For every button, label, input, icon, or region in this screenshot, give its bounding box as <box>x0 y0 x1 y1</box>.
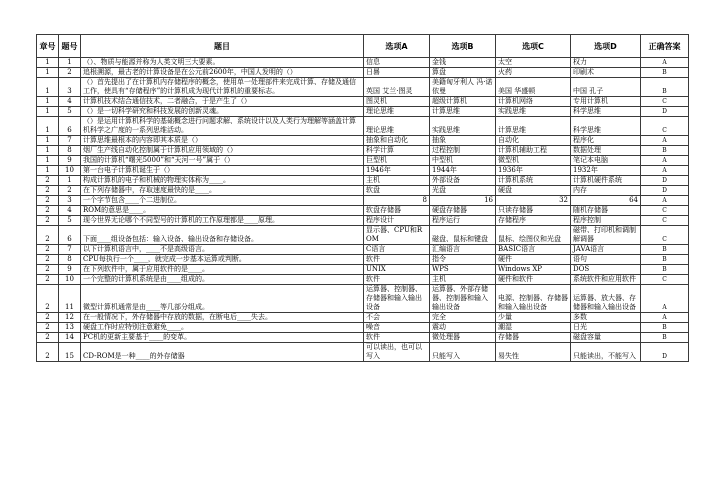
option-c-cell: 微型机 <box>496 156 571 166</box>
option-c-cell: 少量 <box>496 313 571 323</box>
table-row <box>37 136 689 146</box>
option-b-cell: 16 <box>430 196 496 206</box>
option-d-cell: JAVA语言 <box>571 245 641 255</box>
option-a-cell: 科学计算 <box>364 146 430 156</box>
question-cell: CPU每执行一个____，就完成一步基本运算或判断。 <box>81 255 364 265</box>
option-c-cell: BASIC语言 <box>496 245 571 255</box>
option-c-cell: 计算机网络 <box>496 97 571 107</box>
number-cell: 15 <box>59 343 81 362</box>
header-option-d: 选项D <box>571 35 641 58</box>
chapter-cell: 1 <box>37 58 59 68</box>
number-cell: 3 <box>59 78 81 97</box>
number-cell: 4 <box>59 206 81 216</box>
question-cell: CD-ROM是一种____的外存储器 <box>81 343 364 362</box>
option-a-cell: 1946年 <box>364 166 430 176</box>
chapter-cell: 1 <box>37 97 59 107</box>
option-a-cell: 软盘 <box>364 186 430 196</box>
question-cell: 硬盘工作时应特别注意避免____。 <box>81 323 364 333</box>
option-d-cell: 权力 <box>571 58 641 68</box>
option-d-cell: 64 <box>571 196 641 206</box>
table-row <box>37 313 689 323</box>
number-cell: 3 <box>59 196 81 206</box>
answer-cell: C <box>641 275 689 285</box>
answer-cell: A <box>641 285 689 313</box>
answer-cell: D <box>641 186 689 196</box>
answer-cell: A <box>641 166 689 176</box>
header-number: 题号 <box>59 35 81 58</box>
number-cell: 13 <box>59 323 81 333</box>
header-answer: 正确答案 <box>641 35 689 58</box>
chapter-cell: 1 <box>37 166 59 176</box>
table-row <box>37 226 689 245</box>
number-cell: 7 <box>59 136 81 146</box>
option-a-cell: 软盘存储器 <box>364 206 430 216</box>
chapter-cell: 2 <box>37 196 59 206</box>
table-row <box>37 156 689 166</box>
option-b-cell: 过程控制 <box>430 146 496 156</box>
chapter-cell: 2 <box>37 176 59 186</box>
number-cell: 5 <box>59 216 81 226</box>
number-cell: 4 <box>59 97 81 107</box>
table-row <box>37 285 689 313</box>
option-b-cell: 程序运行 <box>430 216 496 226</box>
option-c-cell: 太空 <box>496 58 571 68</box>
option-c-cell: 美国 华盛顿 <box>496 78 571 97</box>
number-cell: 11 <box>59 285 81 313</box>
header-option-a: 选项A <box>364 35 430 58</box>
question-cell: 下面____组设备包括：输入设备、输出设备和存储设备。 <box>81 226 364 245</box>
option-a-cell: 信息 <box>364 58 430 68</box>
question-cell: （）是一切科学研究和科技发展的创新灵魂。 <box>81 107 364 117</box>
question-cell: 构成计算机的电子和机械的物理实体称为____。 <box>81 176 364 186</box>
option-a-cell: 运算器、控制器、存储器和输入输出设备 <box>364 285 430 313</box>
option-b-cell: 微处理器 <box>430 333 496 343</box>
option-a-cell: 日晷 <box>364 68 430 78</box>
table-row <box>37 206 689 216</box>
question-cell: 一个字节包含____个二进制位。 <box>81 196 364 206</box>
option-d-cell: 计算机硬件系统 <box>571 176 641 186</box>
answer-cell: C <box>641 97 689 107</box>
option-b-cell: 只能写入 <box>430 343 496 362</box>
number-cell: 12 <box>59 313 81 323</box>
table-row <box>37 58 689 68</box>
option-d-cell: 数据处理 <box>571 146 641 156</box>
chapter-cell: 2 <box>37 323 59 333</box>
option-a-cell: 不会 <box>364 313 430 323</box>
chapter-cell: 2 <box>37 226 59 245</box>
chapter-cell: 1 <box>37 78 59 97</box>
table-row <box>37 107 689 117</box>
option-d-cell: 只能读出，不能写入 <box>571 343 641 362</box>
option-a-cell: 可以读出，也可以写入 <box>364 343 430 362</box>
answer-cell: C <box>641 226 689 245</box>
option-a-cell: 8 <box>364 196 430 206</box>
answer-cell: B <box>641 245 689 255</box>
option-a-cell: 英国 艾兰·图灵 <box>364 78 430 97</box>
option-d-cell: 程序化 <box>571 136 641 146</box>
question-cell: 微型计算机通常是由____等几部分组成。 <box>81 285 364 313</box>
option-c-cell: 电源、控制器、存储器和输入输出设备 <box>496 285 571 313</box>
option-b-cell: 运算器、外部存储器、控制器和输入输出设备 <box>430 285 496 313</box>
table-row <box>37 333 689 343</box>
option-d-cell: 专用计算机 <box>571 97 641 107</box>
option-c-cell: 实践思维 <box>496 107 571 117</box>
option-b-cell: 实践思维 <box>430 117 496 136</box>
option-c-cell: 硬件和软件 <box>496 275 571 285</box>
option-c-cell: 计算机辅助工程 <box>496 146 571 156</box>
option-a-cell: 抽象和自动化 <box>364 136 430 146</box>
number-cell: 10 <box>59 166 81 176</box>
option-c-cell: 火药 <box>496 68 571 78</box>
question-cell: 第一台电子计算机诞生于（） <box>81 166 364 176</box>
chapter-cell: 2 <box>37 206 59 216</box>
answer-cell: B <box>641 146 689 156</box>
option-b-cell: 光盘 <box>430 186 496 196</box>
option-c-cell: 32 <box>496 196 571 206</box>
table-row <box>37 146 689 156</box>
option-b-cell: 硬盘存储器 <box>430 206 496 216</box>
option-c-cell: 鼠标、绘图仪和光盘 <box>496 226 571 245</box>
question-cell: PC机的更新主要基于____的变革。 <box>81 333 364 343</box>
question-cell: 现今世界无论哪个不同型号的计算机的工作原理都是____原理。 <box>81 216 364 226</box>
option-a-cell: C语言 <box>364 245 430 255</box>
option-d-cell: 笔记本电脑 <box>571 156 641 166</box>
option-b-cell: 抽象 <box>430 136 496 146</box>
header-question: 题目 <box>81 35 364 58</box>
option-b-cell: 震动 <box>430 323 496 333</box>
table-row <box>37 245 689 255</box>
number-cell: 10 <box>59 275 81 285</box>
answer-cell: B <box>641 78 689 97</box>
number-cell: 8 <box>59 255 81 265</box>
option-b-cell: 1944年 <box>430 166 496 176</box>
header-option-c: 选项C <box>496 35 571 58</box>
answer-cell: A <box>641 196 689 206</box>
answer-cell: C <box>641 206 689 216</box>
question-cell: 我国的计算机“曙光5000”和“天河一号”属于（） <box>81 156 364 166</box>
option-c-cell: 存储器 <box>496 333 571 343</box>
option-d-cell: DOS <box>571 265 641 275</box>
option-d-cell: 中国 孔子 <box>571 78 641 97</box>
option-a-cell: 噪音 <box>364 323 430 333</box>
option-d-cell: 科学思维 <box>571 117 641 136</box>
option-c-cell: 硬盘 <box>496 186 571 196</box>
number-cell: 8 <box>59 146 81 156</box>
question-cell: 在下列存储器中，存取速度最快的是____。 <box>81 186 364 196</box>
chapter-cell: 2 <box>37 333 59 343</box>
number-cell: 1 <box>59 176 81 186</box>
chapter-cell: 1 <box>37 107 59 117</box>
option-b-cell: 超级计算机 <box>430 97 496 107</box>
chapter-cell: 2 <box>37 245 59 255</box>
option-b-cell: 美籍匈牙利人 冯·诺依曼 <box>430 78 496 97</box>
option-d-cell: 程序控制 <box>571 216 641 226</box>
option-c-cell: 计算机系统 <box>496 176 571 186</box>
option-c-cell: 潮湿 <box>496 323 571 333</box>
answer-cell: C <box>641 216 689 226</box>
question-table <box>36 34 689 362</box>
number-cell: 6 <box>59 117 81 136</box>
number-cell: 9 <box>59 265 81 275</box>
option-d-cell: 磁盘容量 <box>571 333 641 343</box>
option-d-cell: 运算器、放大器、存储器和输入输出设备 <box>571 285 641 313</box>
option-d-cell: 系统软件和应用软件 <box>571 275 641 285</box>
table-row <box>37 166 689 176</box>
option-c-cell: 计算思维 <box>496 117 571 136</box>
chapter-cell: 2 <box>37 275 59 285</box>
option-a-cell: UNIX <box>364 265 430 275</box>
question-cell: ROM的意思是____。 <box>81 206 364 216</box>
header-chapter: 章号 <box>37 35 59 58</box>
chapter-cell: 2 <box>37 343 59 362</box>
question-cell: 在一般情况下，外存储器中存放的数据，在断电后____失去。 <box>81 313 364 323</box>
table-row <box>37 323 689 333</box>
table-row <box>37 216 689 226</box>
number-cell: 6 <box>59 226 81 245</box>
chapter-cell: 1 <box>37 117 59 136</box>
number-cell: 14 <box>59 333 81 343</box>
table-row <box>37 97 689 107</box>
question-cell: 计算机技术结合通信技术，二者融合，于是产生了（） <box>81 97 364 107</box>
option-b-cell: 金钱 <box>430 58 496 68</box>
chapter-cell: 2 <box>37 186 59 196</box>
number-cell: 2 <box>59 186 81 196</box>
chapter-cell: 2 <box>37 265 59 275</box>
option-b-cell: 外部设备 <box>430 176 496 186</box>
question-cell: 烟厂生产线自动化控制属于计算机应用领域的（） <box>81 146 364 156</box>
option-b-cell: 指令 <box>430 255 496 265</box>
question-cell: 计算思维最根本的内容即其本质是（） <box>81 136 364 146</box>
option-b-cell: 计算思维 <box>430 107 496 117</box>
option-a-cell: 软件 <box>364 333 430 343</box>
chapter-cell: 1 <box>37 156 59 166</box>
answer-cell: A <box>641 136 689 146</box>
table-row <box>37 186 689 196</box>
question-cell: （）首先提出了在计算机内存储程序的概念，使用单一处理部件来完成计算、存储及通信工作，使具有“存储程序”的计算机成为现代计算机的重要标志。 <box>81 78 364 97</box>
option-d-cell: 1932年 <box>571 166 641 176</box>
chapter-cell: 2 <box>37 285 59 313</box>
chapter-cell: 2 <box>37 216 59 226</box>
question-cell: 一个完整的计算机系统是由____组成的。 <box>81 275 364 285</box>
answer-cell: D <box>641 107 689 117</box>
number-cell: 2 <box>59 68 81 78</box>
chapter-cell: 1 <box>37 146 59 156</box>
option-a-cell: 主机 <box>364 176 430 186</box>
table-row <box>37 275 689 285</box>
option-d-cell: 内存 <box>571 186 641 196</box>
option-c-cell: 只读存储器 <box>496 206 571 216</box>
table-row <box>37 78 689 97</box>
option-b-cell: 完全 <box>430 313 496 323</box>
option-b-cell: 中型机 <box>430 156 496 166</box>
option-c-cell: 自动化 <box>496 136 571 146</box>
table-row <box>37 196 689 206</box>
number-cell: 1 <box>59 58 81 68</box>
option-b-cell: 磁盘、鼠标和键盘 <box>430 226 496 245</box>
option-d-cell: 印刷术 <box>571 68 641 78</box>
option-c-cell: 1936年 <box>496 166 571 176</box>
option-a-cell: 理论思维 <box>364 117 430 136</box>
number-cell: 9 <box>59 156 81 166</box>
answer-cell: D <box>641 343 689 362</box>
table-row <box>37 176 689 186</box>
option-b-cell: 主机 <box>430 275 496 285</box>
chapter-cell: 2 <box>37 313 59 323</box>
option-d-cell: 日光 <box>571 323 641 333</box>
option-c-cell: 存储程序 <box>496 216 571 226</box>
option-d-cell: 科学思维 <box>571 107 641 117</box>
chapter-cell: 2 <box>37 255 59 265</box>
option-a-cell: 巨型机 <box>364 156 430 166</box>
option-a-cell: 图灵机 <box>364 97 430 107</box>
option-c-cell: 易失性 <box>496 343 571 362</box>
table-row <box>37 68 689 78</box>
table-row <box>37 255 689 265</box>
question-cell: （）、物质与能源并称为人类文明三大要素。 <box>81 58 364 68</box>
chapter-cell: 1 <box>37 68 59 78</box>
question-cell: 在下列软件中，属于应用软件的是____。 <box>81 265 364 275</box>
option-c-cell: Windows XP <box>496 265 571 275</box>
option-b-cell: 汇编语言 <box>430 245 496 255</box>
answer-cell: D <box>641 176 689 186</box>
answer-cell: A <box>641 313 689 323</box>
option-a-cell: 软件 <box>364 275 430 285</box>
chapter-cell: 1 <box>37 136 59 146</box>
number-cell: 7 <box>59 245 81 255</box>
option-d-cell: 语句 <box>571 255 641 265</box>
option-d-cell: 多数 <box>571 313 641 323</box>
option-a-cell: 软件 <box>364 255 430 265</box>
answer-cell: B <box>641 255 689 265</box>
option-d-cell: 磁带、打印机和调制解调器 <box>571 226 641 245</box>
question-cell: 追根溯源，最古老的计算设备是在公元前2600年，中国人发明的（） <box>81 68 364 78</box>
answer-cell: B <box>641 323 689 333</box>
option-b-cell: 算盘 <box>430 68 496 78</box>
table-row <box>37 343 689 362</box>
option-a-cell: 理论思维 <box>364 107 430 117</box>
question-cell: 以下计算机语言中，____不是高级语言。 <box>81 245 364 255</box>
option-a-cell: 程序设计 <box>364 216 430 226</box>
answer-cell: B <box>641 333 689 343</box>
option-b-cell: WPS <box>430 265 496 275</box>
table-row <box>37 265 689 275</box>
question-cell: （）是运用计算机科学的基础概念进行问题求解、系统设计以及人类行为理解等涵盖计算机科学之广度的一系列思维活动。 <box>81 117 364 136</box>
answer-cell: A <box>641 156 689 166</box>
table-row <box>37 117 689 136</box>
header-option-b: 选项B <box>430 35 496 58</box>
answer-cell: B <box>641 68 689 78</box>
answer-cell: C <box>641 117 689 136</box>
answer-cell: A <box>641 58 689 68</box>
header-row <box>37 35 689 58</box>
option-c-cell: 硬件 <box>496 255 571 265</box>
answer-cell: B <box>641 265 689 275</box>
number-cell: 5 <box>59 107 81 117</box>
option-d-cell: 随机存储器 <box>571 206 641 216</box>
option-a-cell: 显示器、CPU和ROM <box>364 226 430 245</box>
